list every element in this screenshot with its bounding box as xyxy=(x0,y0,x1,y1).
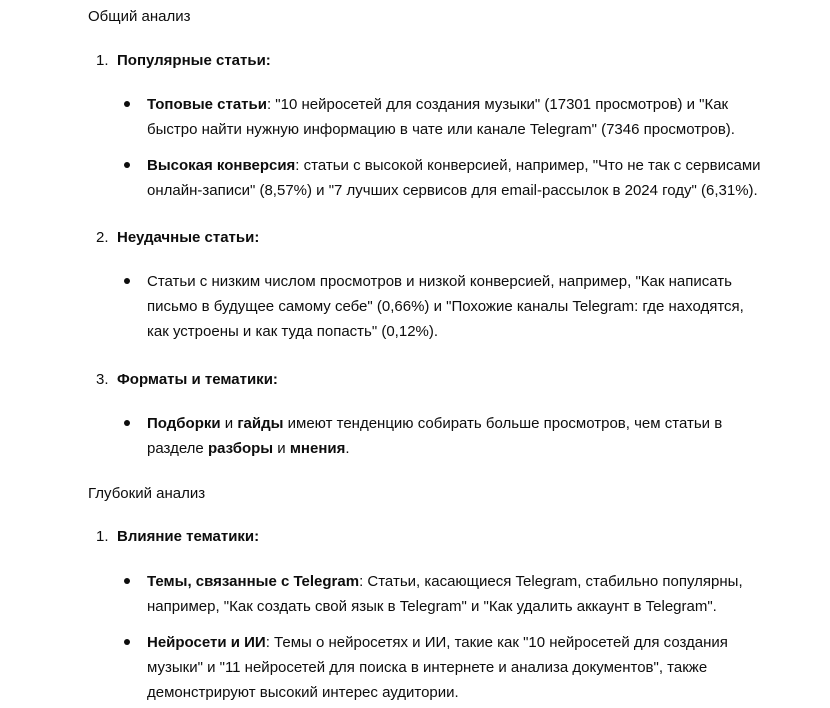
item-title: Влияние тематики: xyxy=(117,528,260,545)
item-title: Популярные статьи: xyxy=(117,52,271,69)
list-item-unsuccessful xyxy=(96,228,259,248)
bullet-text: : Статьи, касающиеся Telegram, стабильно популярны, например, "Как создать свой язык в Telegram" и "Как удалить аккаунт в Telegram". xyxy=(147,573,743,615)
section-heading-deep: Глубокий анализ xyxy=(88,485,206,502)
bullet-dot xyxy=(124,639,130,645)
bullet-bold: Высокая конверсия xyxy=(147,157,296,174)
bullet-text: : "10 нейросетей для создания музыки" (17301 просмотров) и "Как быстро найти нужную информацию в чате или канале Telegram" (7346 просмотров). xyxy=(147,96,735,138)
item-number: 1. xyxy=(96,528,109,545)
bullet-bold: Нейросети и ИИ xyxy=(147,634,266,651)
item-title: Форматы и тематики: xyxy=(117,371,278,388)
list-item-popular xyxy=(96,51,271,71)
list-item-formats xyxy=(96,370,278,390)
bullet-dot xyxy=(124,578,130,584)
bullet-dot xyxy=(124,278,130,284)
bullet-ai-topics xyxy=(124,630,764,705)
bullet-text: : статьи с высокой конверсией, например, "Что не так с сервисами онлайн-записи" (8,57%) и "7 лучших сервисов для email-рассылок в 2024 году" (6,31%). xyxy=(147,157,761,199)
bullet-high-conversion xyxy=(124,153,764,203)
bullet-dot xyxy=(124,162,130,168)
item-number: 1. xyxy=(96,52,109,69)
bullet-dot xyxy=(124,420,130,426)
bullet-bold-opinions: мнения xyxy=(289,440,346,457)
bullet-text: : Темы о нейросетях и ИИ, такие как "10 нейросетей для создания музыки" и "11 нейросетей для поиска в интернете и анализа документов", также демонстрируют высокий интерес аудитории. xyxy=(147,634,728,701)
bullet-bold-compilations: Подборки xyxy=(147,415,221,432)
bullet-text: и xyxy=(273,440,290,457)
bullet-top-articles xyxy=(124,92,764,142)
bullet-text: и xyxy=(220,415,238,432)
bullet-formats xyxy=(124,411,764,461)
bullet-bold: Темы, связанные с Telegram xyxy=(147,573,360,590)
bullet-dot xyxy=(124,101,130,107)
bullet-bold-guides: гайды xyxy=(237,415,284,432)
list-item-topic-influence xyxy=(96,527,259,547)
bullet-telegram-topics xyxy=(124,569,764,619)
section-heading-general: Общий анализ xyxy=(88,8,191,25)
item-title: Неудачные статьи: xyxy=(117,229,260,246)
item-number: 3. xyxy=(96,371,109,388)
bullet-text: . xyxy=(345,440,350,457)
bullet-low-articles xyxy=(124,269,764,344)
bullet-text: Статьи с низким числом просмотров и низкой конверсией, например, "Как написать письмо в будущее самому себе" (0,66%) и "Похожие каналы Telegram: где находятся, как устроены и как туда попасть" (0,12%). xyxy=(147,273,744,340)
bullet-bold: Топовые статьи xyxy=(147,96,267,113)
bullet-bold-reviews: разборы xyxy=(207,440,274,457)
bullet-text: имеют тенденцию собирать больше просмотров, чем статьи в разделе xyxy=(147,415,723,457)
item-number: 2. xyxy=(96,229,109,246)
